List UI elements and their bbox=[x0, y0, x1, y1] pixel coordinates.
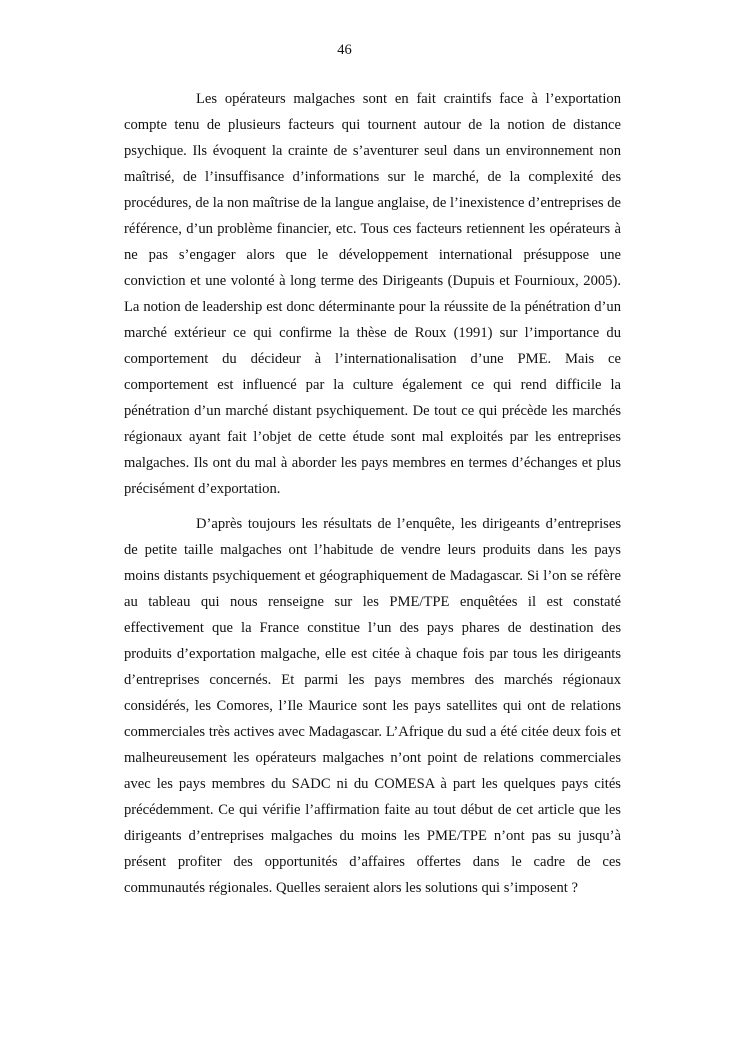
page-number: 46 bbox=[337, 42, 352, 58]
body-text bbox=[124, 86, 621, 901]
paragraph-2: D’après toujours les résultats de l’enquête, les dirigeants d’entreprises de petite taille malgaches ont l’habitude de vendre leurs produits dans les pays moins distants psychiquement et géographiquement de Madagascar. Si l’on se réfère au tableau qui nous renseigne sur les PME/TPE enquêtées il est constaté effectivement que la France constitue l’un des pays phares de destination des produits d’exportation malgache, elle est citée à chaque fois par tous les dirigeants d’entreprises concernés. Et parmi les pays membres des marchés régionaux considérés, les Comores, l’Ile Maurice sont les pays satellites qui ont de relations commerciales très actives avec Madagascar. L’Afrique du sud a été citée deux fois et malheureusement les opérateurs malgaches n’ont point de relations commerciales avec les pays membres du SADC ni du COMESA à part les quelques pays cités précédemment. Ce qui vérifie l’affirmation faite au tout début de cet article que les dirigeants d’entreprises malgaches du moins les PME/TPE n’ont pas su jusqu’à présent profiter des opportunités d’affaires offertes dans le cadre de ces communautés régionales. Quelles seraient alors les solutions qui s’imposent ? bbox=[124, 516, 621, 896]
paragraph-1: Les opérateurs malgaches sont en fait craintifs face à l’exportation compte tenu de plusieurs facteurs qui tournent autour de la notion de distance psychique. Ils évoquent la crainte de s’aventurer seul dans un environnement non maîtrisé, de l’insuffisance d’informations sur le marché, de la complexité des procédures, de la non maîtrise de la langue anglaise, de l’inexistence d’entreprises de référence, d’un problème financier, etc. Tous ces facteurs retiennent les opérateurs à ne pas s’engager alors que le développement international présuppose une conviction et une volonté à long terme des Dirigeants (Dupuis et Fournioux, 2005). La notion de leadership est donc déterminante pour la réussite de la pénétration d’un marché extérieur ce qui confirme la thèse de Roux (1991) sur l’importance du comportement du décideur à l’internationalisation d’une PME. Mais ce comportement est influencé par la culture également ce qui rend difficile la pénétration d’un marché distant psychiquement. De tout ce qui précède les marchés régionaux ayant fait l’objet de cette étude sont mal exploités par les entreprises malgaches. Ils ont du mal à aborder les pays membres en termes d’échanges et plus précisément d’exportation. bbox=[124, 91, 621, 497]
